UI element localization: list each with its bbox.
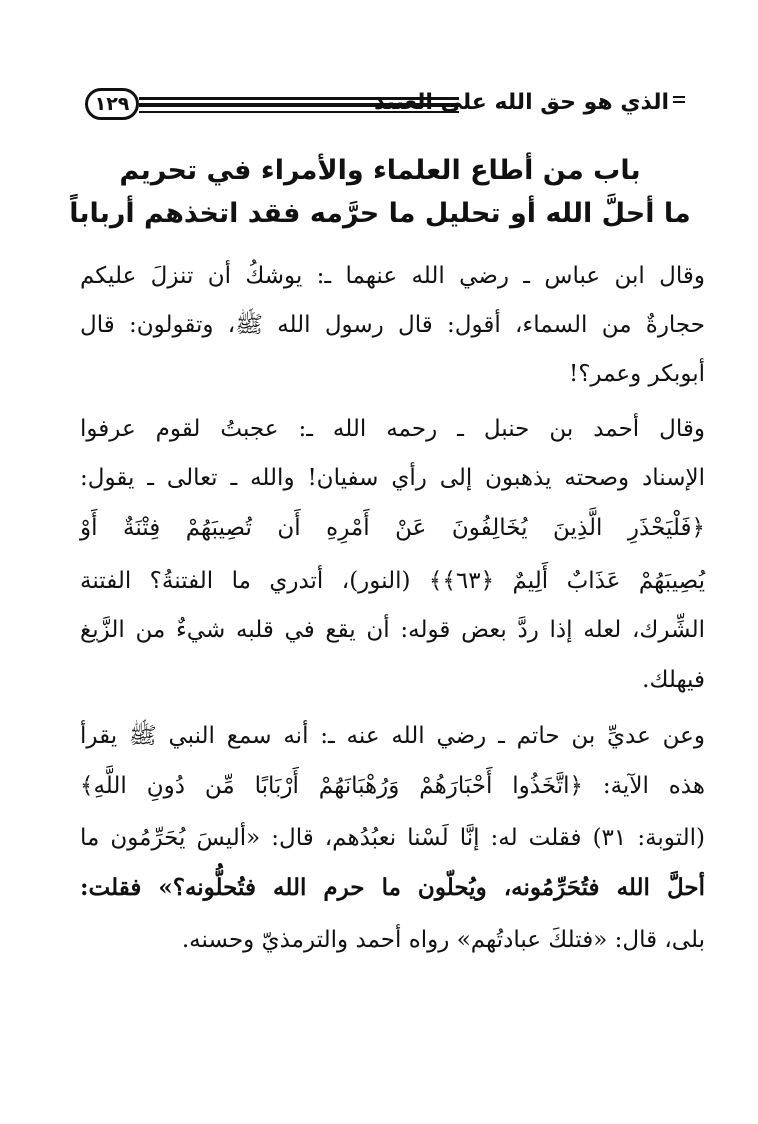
page-number-badge: ١٢٩ <box>85 88 139 120</box>
p1-line-1: وقال ابن عباس ـ رضي الله عنهما ـ: يوشكُ أن تنزلَ عليكم <box>80 263 705 289</box>
p2-line-1: وقال أحمد بن حنبل ـ رحمه الله ـ: عجبتُ لقوم عرفوا <box>80 416 705 442</box>
chapter-title-line-1: باب من أطاع العلماء والأمراء في تحريم <box>119 155 641 186</box>
p3-line-4: أحلَّ الله فتُحَرِّمُونه، ويُحلّون ما حرم الله فتُحلُّونه؟» فقلت: <box>80 874 705 901</box>
p2-line-2: الإسناد وصحته يذهبون إلى رأي سفيان! والله ـ تعالى ـ يقول: <box>80 465 705 491</box>
p3-line-2-quran: هذه الآية: ﴿اتَّخَذُوا أَحْبَارَهُمْ وَرُهْبَانَهُمْ أَرْبَابًا مِّن دُونِ اللَّهِ﴾ <box>80 773 705 799</box>
running-header <box>85 86 685 124</box>
p3-line-5: بلى، قال: «فتلكَ عبادتُهم» رواه أحمد والترمذيّ وحسنه. <box>181 927 705 953</box>
running-title: الذي هو حق الله على العبيد <box>374 90 669 115</box>
header-ornament-icon <box>673 96 685 106</box>
p3-line-1: وعن عديِّ بن حاتم ـ رضي الله عنه ـ: أنه سمع النبي ﷺ يقرأ <box>80 723 705 749</box>
p1-line-2: حجارةٌ من السماء، أقول: قال رسول الله ﷺ، وتقولون: قال <box>80 312 705 338</box>
p2-line-4: يُصِيبَهُمْ عَذَابٌ أَلِيمٌ ﴿٦٣﴾﴾ (النور)، أتدري ما الفتنةُ؟ الفتنة <box>80 568 706 594</box>
chapter-title-line-2: ما أحلَّ الله أو تحليل ما حرَّمه فقد اتخذهم أرباباً <box>69 198 691 229</box>
p2-line-5: الشِّرك، لعله إذا ردَّ بعض قوله: أن يقع في قلبه شيءٌ من الزَّيغ <box>80 617 705 643</box>
p1-line-3: أبوبكر وعمر؟! <box>568 361 705 387</box>
p2-line-6: فيهلك. <box>642 667 705 693</box>
p3-line-3: (التوبة: ٣١) فقلت له: إنَّا لَسْنا نعبُدُهم، قال: «أليسَ يُحَرِّمُون ما <box>80 825 705 851</box>
p2-line-3-quran: ﴿فَلْيَحْذَرِ الَّذِينَ يُخَالِفُونَ عَنْ أَمْرِهِ أَن تُصِيبَهُمْ فِتْنَةٌ أَوْ <box>80 515 705 541</box>
